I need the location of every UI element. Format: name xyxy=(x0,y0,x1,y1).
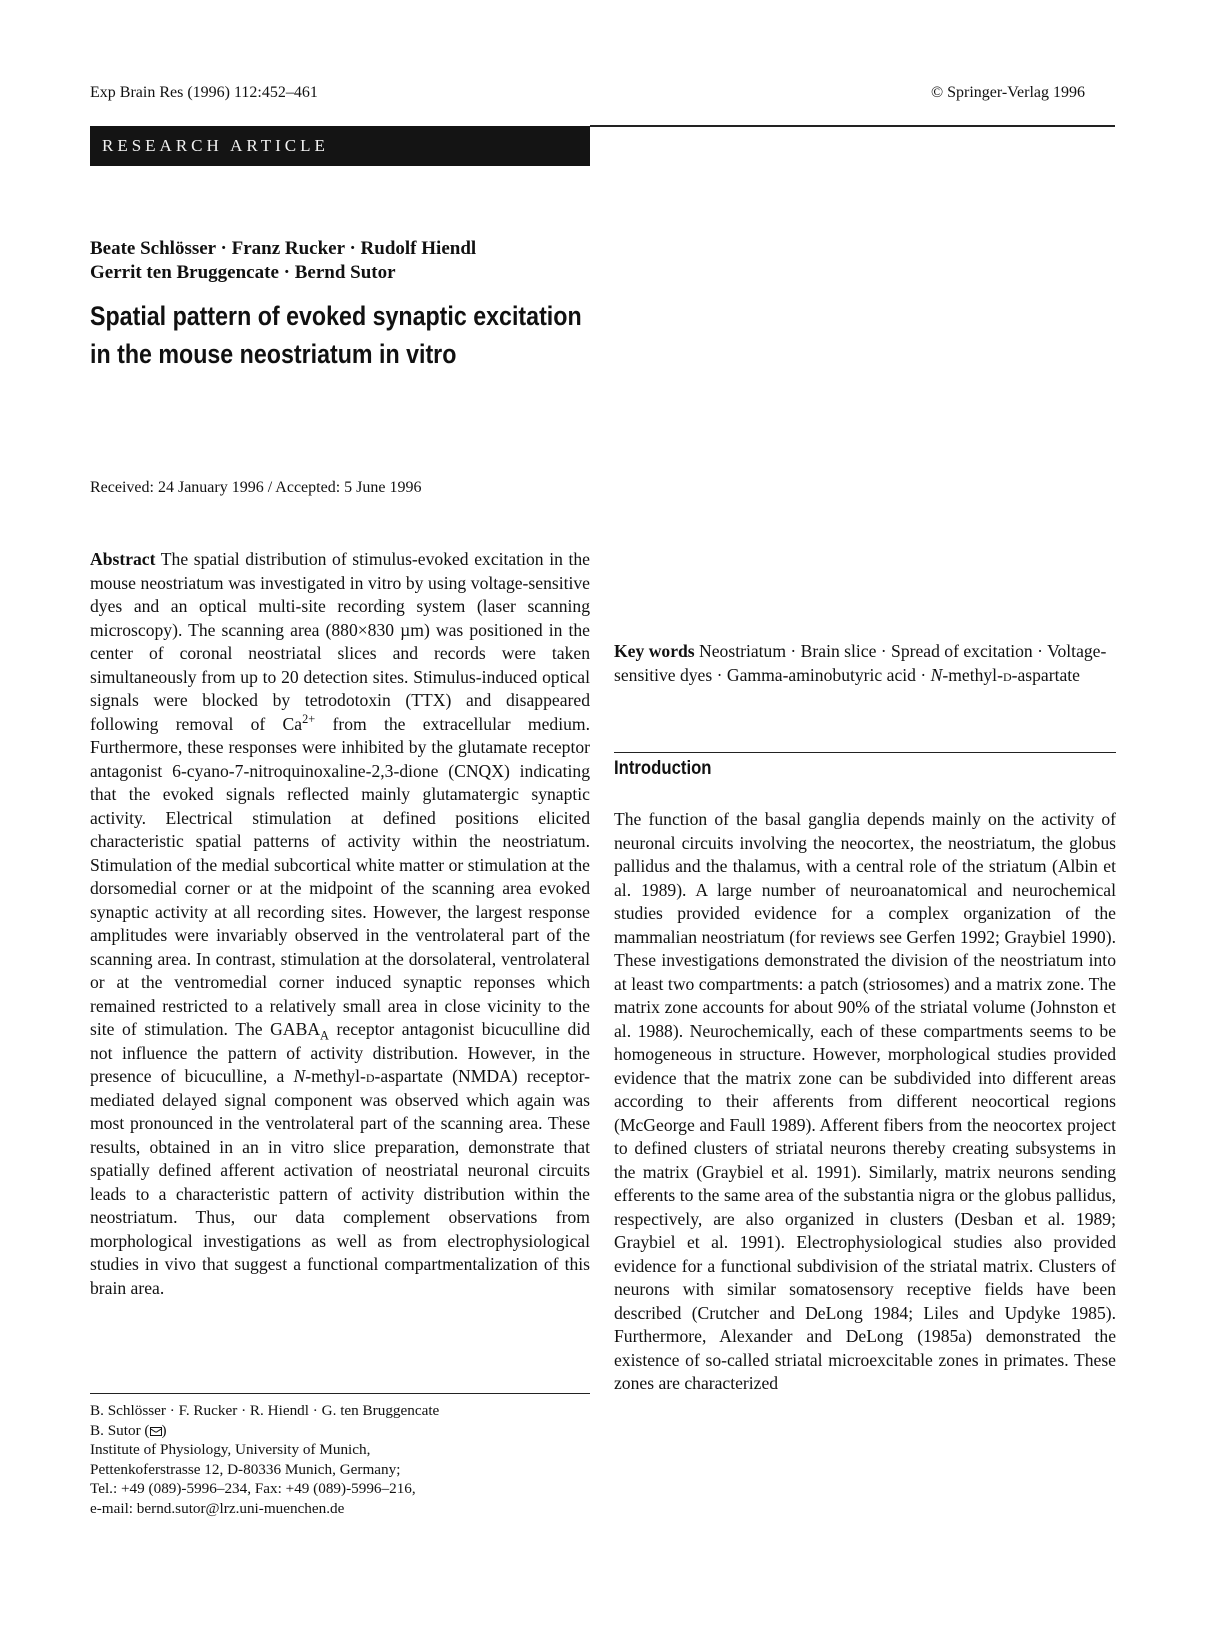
affil-line-2 xyxy=(90,1421,439,1441)
keywords xyxy=(614,640,1116,687)
journal-reference: Exp Brain Res (1996) 112:452–461 xyxy=(90,84,318,101)
section-rule xyxy=(614,752,1116,753)
keywords-text-2: -methyl- xyxy=(942,664,1003,685)
header-rule xyxy=(590,125,1115,127)
copyright-notice: © Springer-Verlag 1996 xyxy=(930,84,1085,101)
article-type-banner: RESEARCH ARTICLE xyxy=(90,126,590,166)
abstract-label: Abstract xyxy=(90,549,156,569)
introduction-text: The function of the basal ganglia depends mainly on the activity of neuronal circuits involving the neocortex, the neostriatum, the globus pallidus and the thalamus, with a central role of the striatum (Albin et al. 1989). A large number of neuroanatomical and neurochemical studies provided evidence for a complex organization of the mammalian neostriatum (for reviews see Gerfen 1992; Graybiel 1990). These investigations demonstrated the division of the neostriatum into at least two compartments: a patch (striosomes) and a matrix zone. The matrix zone accounts for about 90% of the striatal volume (Johnston et al. 1988). Neurochemically, each of these compartments seems to be homogeneous in structure. However, morphological studies provided evidence that the matrix zone can be subdivided into different areas according to their afferents from different neocortical regions (McGeorge and Faull 1989). Afferent fibers from the neocortex project to defined clusters of striatal neurons thereby creating subsystems in the matrix (Graybiel et al. 1991). Similarly, matrix neurons sending efferents to the same area of the substantia nigra or the globus pallidus, respectively, are also organized in clusters (Desban et al. 1989; Graybiel et al. 1991). Electrophysiological studies also provided evidence for a functional subdivision of the striatal matrix. Clusters of neurons with similar somatosensory receptive fields have been described (Crutcher and DeLong 1984; Liles and Updyke 1985). Furthermore, Alexander and DeLong (1985a) demonstrated the existence of so-called striatal microexcitable zones in primates. These zones are characterized xyxy=(614,809,1116,1393)
abstract-text-1: The spatial distribution of stimulus-evoked excitation in the mouse neostriatum was investigated in vitro by using voltage-sensitive dyes and an optical multi-site recording system (laser scanning microscopy). The scanning area (880×830 µm) was positioned in the center of coronal neostriatal slices and records were taken simultaneously from up to 20 detection sites. Stimulus-induced optical signals were blocked by tetrodotoxin (TTX) and disappeared following removal of Ca xyxy=(90,549,590,734)
author-affiliation xyxy=(90,1401,439,1518)
authors-line-1: Beate Schlösser · Franz Rucker · Rudolf Hiendl xyxy=(90,238,477,259)
introduction-heading: Introduction xyxy=(614,758,712,779)
received-dates: Received: 24 January 1996 / Accepted: 5 June 1996 xyxy=(90,479,422,496)
abstract-text-3: receptor antagonist bicuculline did not influence the pattern of activity distribution. However, in the presence of bicuculline, a xyxy=(90,1019,591,1086)
keywords-text-1: Neostriatum · Brain slice · Spread of excitation · Voltage-sensitive dyes · Gamma-aminobutyric acid · xyxy=(614,641,1107,685)
author-list xyxy=(90,237,476,285)
abstract xyxy=(90,548,590,1300)
keywords-label: Key words xyxy=(614,641,695,661)
gaba-subscript: A xyxy=(320,1028,329,1043)
affil-line-5: Tel.: +49 (089)-5996–234, Fax: +49 (089)-5996–216, xyxy=(90,1480,416,1497)
abstract-text-4: -methyl- xyxy=(305,1066,366,1086)
ca-superscript: 2+ xyxy=(302,711,316,726)
affil-line-1: B. Schlösser · F. Rucker · R. Hiendl · G. ten Bruggencate xyxy=(90,1402,440,1419)
keywords-d-small-caps: d xyxy=(1002,664,1012,685)
affil-line-6[interactable]: e-mail: bernd.sutor@lrz.uni-muenchen.de xyxy=(90,1499,345,1517)
title-line-2: in the mouse neostriatum in vitro xyxy=(90,339,457,369)
n-italic: N xyxy=(293,1066,306,1086)
d-small-caps: d xyxy=(365,1066,375,1086)
authors-line-2: Gerrit ten Bruggencate · Bernd Sutor xyxy=(90,262,396,283)
affil-line-3: Institute of Physiology, University of Munich, xyxy=(90,1441,371,1458)
envelope-icon xyxy=(150,1427,162,1436)
affil-line-4: Pettenkoferstrasse 12, D-80336 Munich, Germany; xyxy=(90,1460,401,1478)
footnote-rule xyxy=(90,1393,590,1394)
keywords-n-italic: N xyxy=(930,664,943,685)
corresponding-author: B. Sutor ( xyxy=(90,1421,150,1439)
title-line-1: Spatial pattern of evoked synaptic excitation xyxy=(90,301,582,331)
paren-close: ) xyxy=(161,1421,167,1439)
keywords-text-3: -aspartate xyxy=(1011,664,1080,685)
article-title xyxy=(90,297,692,373)
abstract-text-5: -aspartate (NMDA) receptor-mediated delayed signal component was observed which again was most pronounced in the ventrolateral part of the scanning area. These results, obtained in an in vitro slice preparation, demonstrate that spatially defined afferent activation of neostriatal neuronal circuits leads to a characteristic pattern of activity distribution within the neostriatum. Thus, our data complement observations from morphological investigations as well as from electrophysiological studies in vivo that suggest a functional compartmentalization of this brain area. xyxy=(90,1066,590,1298)
abstract-text-2: from the extracellular medium. Furthermore, these responses were inhibited by the glutamate receptor antagonist 6-cyano-7-nitroquinoxaline-2,3-dione (CNQX) indicating that the evoked signals reflected mainly glutamatergic synaptic activity. Electrical stimulation at defined positions elicited characteristic spatial patterns of activity within the neostriatum. Stimulation of the medial subcortical white matter or stimulation at the dorsomedial corner or at the midpoint of the scanning area evoked synaptic activity at all recording sites. However, the largest response amplitudes were invariably observed in the ventrolateral part of the scanning area. In contrast, stimulation at the dorsolateral, ventrolateral or at the ventromedial corner induced synaptic reponses which remained restricted to a relatively small area in close vicinity to the site of stimulation. The GABA xyxy=(90,713,590,1039)
